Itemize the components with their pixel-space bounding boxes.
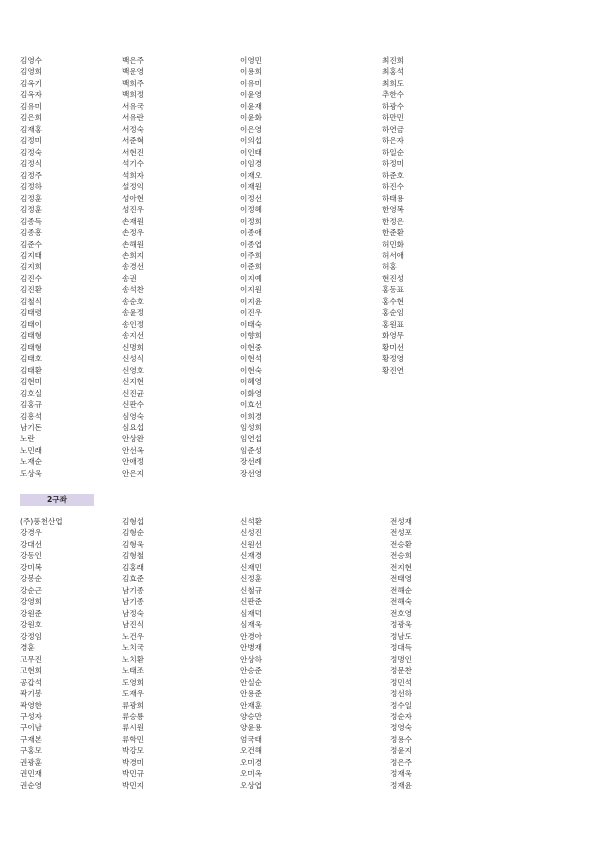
name-cell: 김진환 (20, 285, 43, 295)
name-cell: 이윤영 (240, 90, 263, 100)
name-cell: 전성재 (390, 517, 413, 526)
name-cell: 심영숙 (122, 411, 145, 421)
name-cell: 허홍 (382, 262, 397, 272)
name-cell: 정선하 (390, 689, 413, 699)
name-cell: 정재윤 (390, 780, 413, 790)
name-cell: 전승희 (390, 551, 413, 561)
name-cell: 이화영 (240, 388, 263, 398)
name-cell: 신판수 (122, 400, 145, 410)
name-cell: 신정훈 (240, 574, 263, 584)
name-cell: 석기수 (122, 159, 145, 169)
name-cell: 이임경 (240, 159, 263, 169)
name-cell: 박민규 (122, 769, 145, 779)
name-cell: 강동인 (20, 551, 43, 561)
name-cell: 이영민 (240, 56, 263, 65)
name-cell: 이지원 (240, 285, 263, 295)
name-cell: 김홍규 (20, 400, 43, 410)
name-cell: 심요섭 (122, 423, 145, 432)
name-cell: 오건해 (240, 746, 263, 756)
name-cell: 김진수 (20, 273, 43, 283)
name-cell: 김현미 (20, 377, 43, 387)
name-cell: 신원선 (240, 539, 263, 549)
name-cell: 정명인 (390, 654, 413, 664)
name-cell: 남기종 (122, 585, 145, 595)
name-cell: 권광훈 (20, 757, 43, 767)
name-cell: 서현진 (122, 147, 145, 157)
name-cell: 화영무 (382, 331, 405, 341)
name-cell: 백운영 (122, 67, 145, 77)
name-cell: 오상엽 (240, 780, 263, 790)
name-cell: 권순영 (20, 780, 43, 790)
name-cell: 이용희 (240, 67, 263, 77)
name-cell: 노건우 (122, 631, 145, 641)
name-cell: 류시원 (122, 723, 145, 733)
name-cell: 이재오 (240, 170, 263, 180)
name-cell: 이향희 (240, 331, 263, 341)
name-cell: 서준혁 (122, 136, 145, 146)
name-cell: 최홍석 (382, 67, 405, 77)
name-cell: 정윤지 (390, 746, 413, 756)
name-cell: 정수일 (390, 700, 413, 710)
name-cell: 손해원 (122, 239, 145, 249)
name-cell: 이지예 (240, 273, 263, 283)
name-cell: 최희도 (382, 78, 405, 88)
name-cell: 김종흥 (20, 228, 43, 238)
name-cell: 신석환 (240, 517, 263, 526)
name-cell: 황정영 (382, 354, 405, 364)
name-cell: 안선옥 (122, 445, 145, 455)
name-cell: 황미선 (382, 342, 405, 352)
name-cell: 한영복 (382, 205, 405, 215)
name-cell: 김정식 (20, 159, 43, 169)
name-cell: 김영희 (20, 67, 43, 77)
name-cell: 노란 (20, 434, 35, 444)
name-cell: 류광희 (122, 700, 145, 710)
name-cell: 강미복 (20, 562, 43, 572)
name-cell: 송석찬 (122, 285, 145, 295)
name-cell: 도상욱 (20, 468, 43, 478)
name-cell: 이종애 (240, 228, 263, 238)
name-cell: 박경미 (122, 757, 145, 767)
name-cell: 노민래 (20, 445, 43, 455)
name-cell: 서정숙 (122, 124, 145, 134)
name-cell: 강대선 (20, 539, 43, 549)
name-cell: 홍원표 (382, 319, 405, 329)
name-cell: 정문찬 (390, 666, 413, 676)
name-cell: 김지희 (20, 262, 43, 272)
name-cell: 박강모 (122, 746, 145, 756)
name-cell: 정대득 (390, 643, 413, 653)
name-cell: 김형욱 (122, 539, 145, 549)
name-cell: 안경아 (240, 631, 263, 641)
name-cell: 안실순 (240, 677, 263, 687)
name-cell: 김태형 (20, 342, 43, 352)
name-cell: 김준수 (20, 239, 43, 249)
name-cell: 이재원 (240, 182, 263, 192)
name-cell: 임연섭 (240, 434, 263, 444)
name-cell: 이효선 (240, 400, 263, 410)
name-cell: 안애정 (122, 457, 145, 467)
name-cell: 구이남 (20, 723, 43, 733)
name-cell: 하준호 (382, 170, 405, 180)
name-cell: 신재민 (240, 562, 263, 572)
name-cell: 김영수 (20, 56, 43, 65)
name-cell: 이진우 (240, 308, 263, 318)
name-cell: 남정숙 (122, 608, 145, 618)
name-cell: 이인태 (240, 147, 263, 157)
name-cell: 이희경 (240, 411, 263, 421)
name-cell: 김형순 (122, 528, 145, 538)
name-cell: 홍순임 (382, 308, 405, 318)
name-cell: 김지태 (20, 250, 43, 260)
name-cell: 박민지 (122, 780, 145, 790)
name-cell: 심재덕 (240, 608, 263, 618)
name-cell: 김형철 (122, 551, 145, 561)
name-cell: 김태이 (20, 319, 43, 329)
name-cell: 남기돈 (20, 423, 43, 432)
name-cell: 신재경 (240, 551, 263, 561)
name-cell: 이유미 (240, 78, 263, 88)
name-cell: 김정훈 (20, 193, 43, 203)
name-cell: 오미경 (240, 757, 263, 767)
name-cell: 신성진 (240, 528, 263, 538)
name-cell: 김옥자 (20, 90, 43, 100)
name-cell: 경훈 (20, 643, 35, 653)
name-cell: 엄국태 (240, 734, 263, 744)
name-cell: 이태숙 (240, 319, 263, 329)
name-cell: 허민화 (382, 239, 405, 249)
name-cell: 안승준 (240, 666, 263, 676)
name-cell: 홍수현 (382, 296, 405, 306)
name-cell: 손재원 (122, 216, 145, 226)
name-cell: 하진수 (382, 182, 405, 192)
name-cell: 전호영 (390, 608, 413, 618)
name-cell: 김철식 (20, 296, 43, 306)
name-cell: 백희주 (122, 78, 145, 88)
name-cell: 이현석 (240, 354, 263, 364)
name-cell: 강영희 (20, 597, 43, 607)
name-cell: 김태형 (20, 331, 43, 341)
name-cell: 고무진 (20, 654, 43, 664)
name-cell: 이혜영 (240, 377, 263, 387)
name-cell: 노치환 (122, 654, 145, 664)
name-cell: 신지현 (122, 377, 145, 387)
name-cell: 정용수 (390, 734, 413, 744)
name-cell: 김호실 (20, 388, 43, 398)
name-cell: 전승환 (390, 539, 413, 549)
name-cell: 곽영한 (20, 700, 43, 710)
name-cell: 임준성 (240, 445, 263, 455)
name-cell: 손희지 (122, 250, 145, 260)
name-cell: 김태호 (20, 354, 43, 364)
name-cell: 안은지 (122, 468, 145, 478)
name-cell: 현진성 (382, 273, 405, 283)
name-cell: 추한수 (382, 90, 405, 100)
section-heading-2-accounts: 2구좌 (20, 494, 94, 506)
name-cell: 도재우 (122, 689, 145, 699)
name-cell: 신철규 (240, 585, 263, 595)
name-cell: 오미옥 (240, 769, 263, 779)
name-cell: 정광욱 (390, 620, 413, 630)
name-cell: 황진연 (382, 365, 405, 375)
name-cell: 성진우 (122, 205, 145, 215)
name-cell: 신영호 (122, 365, 145, 375)
name-cell: 이주희 (240, 250, 263, 260)
name-cell: 석희자 (122, 170, 145, 180)
name-cell: 양승만 (240, 711, 263, 721)
name-cell: 구재본 (20, 734, 43, 744)
name-cell: 노태조 (122, 666, 145, 676)
name-cell: 김흥석 (20, 411, 43, 421)
name-cell: 김정미 (20, 136, 43, 146)
name-cell: 김은희 (20, 113, 43, 123)
name-cell: 김유미 (20, 101, 43, 111)
name-cell: 구성자 (20, 711, 43, 721)
name-cell: 하연금 (382, 124, 405, 134)
name-cell: 도영희 (122, 677, 145, 687)
name-cell: 강경우 (20, 528, 43, 538)
name-cell: 김태령 (20, 308, 43, 318)
name-cell: 장선례 (240, 457, 263, 467)
name-cell: 신성식 (122, 354, 145, 364)
name-cell: 이윤화 (240, 113, 263, 123)
name-cell: 전태영 (390, 574, 413, 584)
name-cell: 홍동표 (382, 285, 405, 295)
name-cell: 이준희 (240, 262, 263, 272)
name-cell: 이지윤 (240, 296, 263, 306)
name-cell: 정순자 (390, 711, 413, 721)
name-cell: 김재홍 (20, 124, 43, 134)
name-cell: 백희정 (122, 90, 145, 100)
name-cell: 강원호 (20, 620, 43, 630)
name-cell: 신명희 (122, 342, 145, 352)
name-cell: 이정혜 (240, 205, 263, 215)
name-cell: 서유란 (122, 113, 145, 123)
name-cell: 이은영 (240, 124, 263, 134)
name-cell: (주)풍천산업 (20, 517, 63, 526)
name-cell: 백은주 (122, 56, 145, 65)
name-cell: 전성포 (390, 528, 413, 538)
name-cell: 강정임 (20, 631, 43, 641)
name-cell: 전해순 (390, 585, 413, 595)
name-cell: 류승룡 (122, 711, 145, 721)
name-cell: 권민재 (20, 769, 43, 779)
name-cell: 구홍모 (20, 746, 43, 756)
name-cell: 안재훈 (240, 700, 263, 710)
name-cell: 이현중 (240, 342, 263, 352)
name-cell: 신진균 (122, 388, 145, 398)
name-cell: 김홍래 (122, 562, 145, 572)
name-cell: 송인정 (122, 319, 145, 329)
name-cell: 송지선 (122, 331, 145, 341)
name-cell: 김정훈 (20, 205, 43, 215)
name-cell: 곽기봉 (20, 689, 43, 699)
name-cell: 이정희 (240, 216, 263, 226)
name-cell: 김정하 (20, 182, 43, 192)
name-cell: 허서애 (382, 250, 405, 260)
name-cell: 손정우 (122, 228, 145, 238)
name-cell: 이종엽 (240, 239, 263, 249)
name-cell: 남기종 (122, 597, 145, 607)
name-cell: 하광수 (382, 101, 405, 111)
name-cell: 김종득 (20, 216, 43, 226)
name-cell: 안상완 (122, 434, 145, 444)
name-cell: 정은주 (390, 757, 413, 767)
name-cell: 정민석 (390, 677, 413, 687)
name-cell: 양윤용 (240, 723, 263, 733)
name-cell: 공갑석 (20, 677, 43, 687)
name-cell: 정영숙 (390, 723, 413, 733)
name-cell: 신판준 (240, 597, 263, 607)
name-cell: 전해숙 (390, 597, 413, 607)
name-cell: 김태환 (20, 365, 43, 375)
name-cell: 이정선 (240, 193, 263, 203)
name-cell: 설정익 (122, 182, 145, 192)
name-cell: 하은자 (382, 136, 405, 146)
name-cell: 한준환 (382, 228, 405, 238)
name-cell: 최진희 (382, 56, 405, 65)
name-cell: 한정은 (382, 216, 405, 226)
name-cell: 정재욱 (390, 769, 413, 779)
name-cell: 노치국 (122, 643, 145, 653)
name-cell: 이윤재 (240, 101, 263, 111)
name-cell: 김효준 (122, 574, 145, 584)
name-cell: 송경선 (122, 262, 145, 272)
name-cell: 안상하 (240, 654, 263, 664)
name-cell: 류학민 (122, 734, 145, 744)
name-cell: 하태용 (382, 193, 405, 203)
name-cell: 강순근 (20, 585, 43, 595)
name-cell: 심재욱 (240, 620, 263, 630)
name-cell: 김형섭 (122, 517, 145, 526)
name-cell: 전지현 (390, 562, 413, 572)
name-cell: 정남도 (390, 631, 413, 641)
name-cell: 노재순 (20, 457, 43, 467)
name-cell: 하일순 (382, 147, 405, 157)
name-cell: 송순호 (122, 296, 145, 306)
name-cell: 김정숙 (20, 147, 43, 157)
name-cell: 성아현 (122, 193, 145, 203)
name-cell: 안용준 (240, 689, 263, 699)
name-cell: 강원준 (20, 608, 43, 618)
name-cell: 강봉순 (20, 574, 43, 584)
name-cell: 남진식 (122, 620, 145, 630)
name-cell: 임성희 (240, 423, 263, 432)
name-cell: 하정미 (382, 159, 405, 169)
name-cell: 하만민 (382, 113, 405, 123)
name-cell: 안병재 (240, 643, 263, 653)
name-cell: 김정주 (20, 170, 43, 180)
name-cell: 서유국 (122, 101, 145, 111)
name-cell: 송권 (122, 273, 137, 283)
name-cell: 고현희 (20, 666, 43, 676)
name-cell: 송윤정 (122, 308, 145, 318)
name-cell: 이현숙 (240, 365, 263, 375)
name-cell: 김옥기 (20, 78, 43, 88)
name-cell: 장선영 (240, 468, 263, 478)
name-cell: 이의섭 (240, 136, 263, 146)
